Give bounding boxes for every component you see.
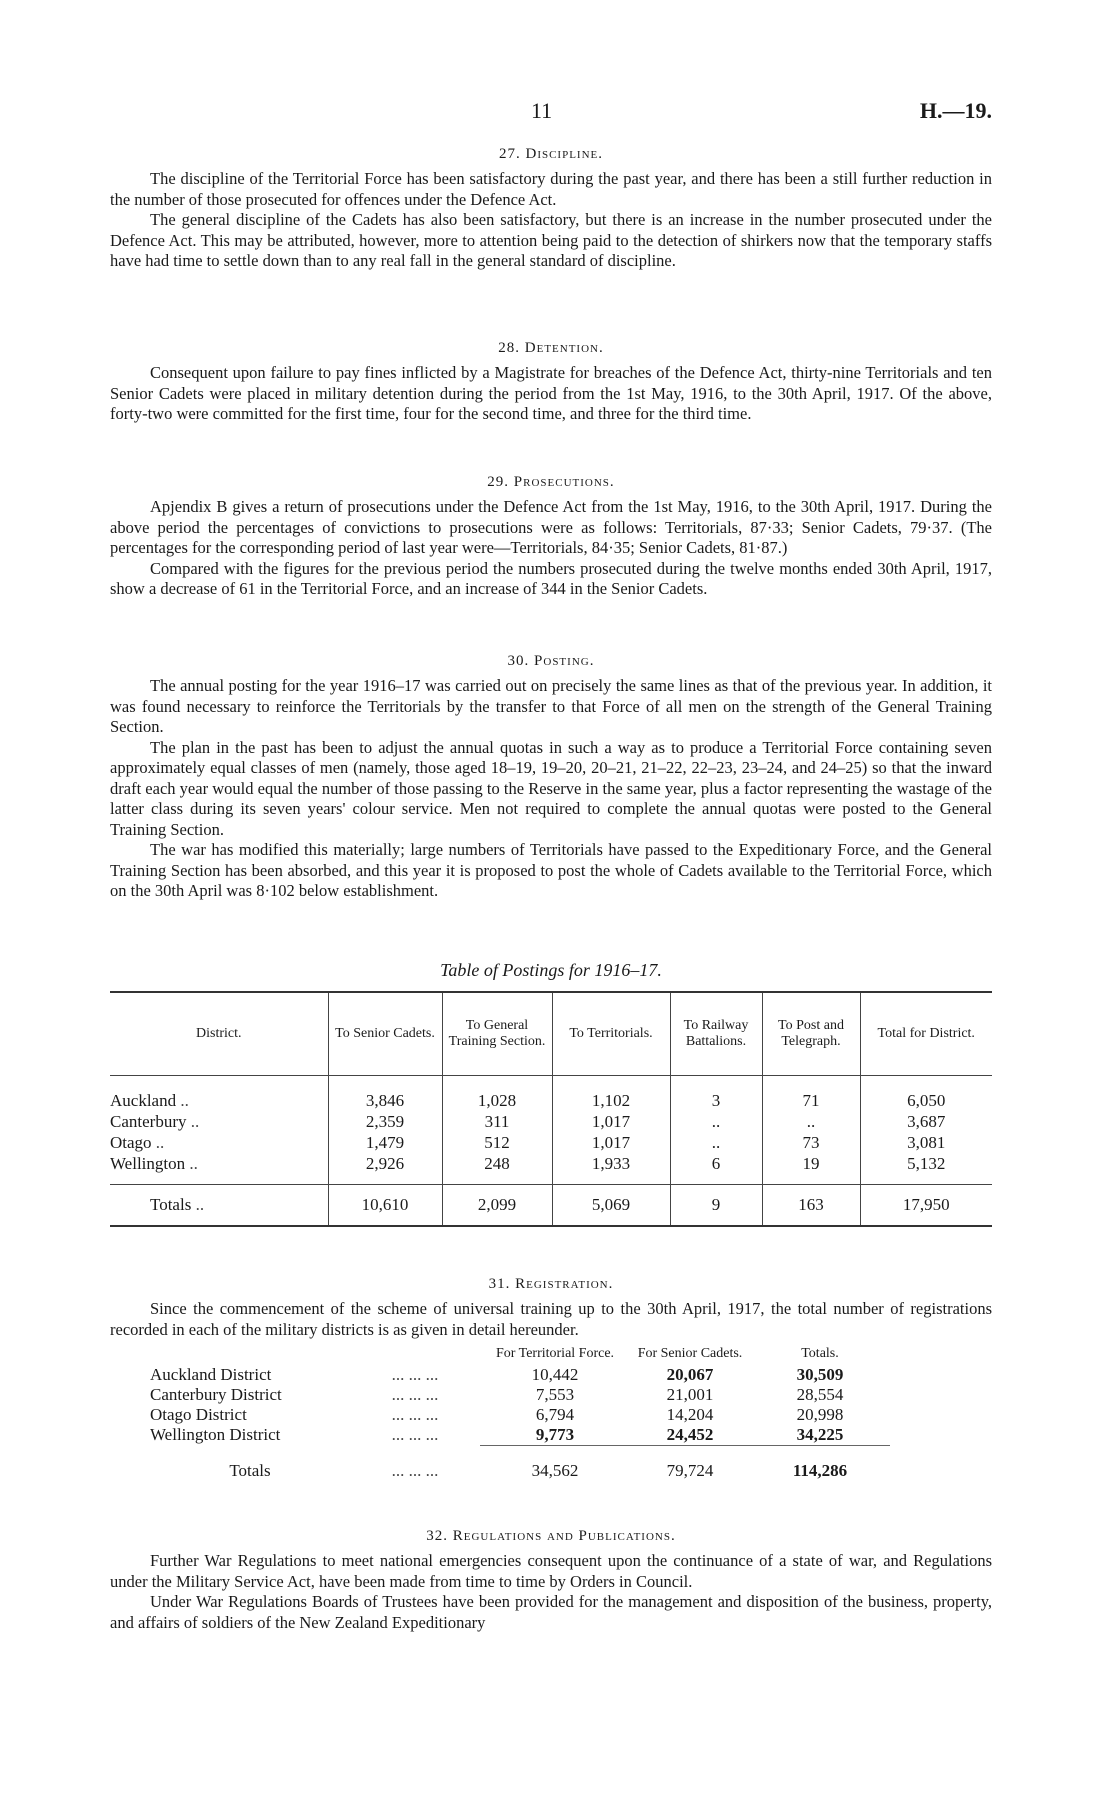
postings-table-caption: Table of Postings for 1916–17. xyxy=(440,960,662,980)
document-reference: H.—19. xyxy=(919,98,992,123)
page-number: 11 xyxy=(531,98,553,123)
table-cell: 1,933 xyxy=(552,1153,670,1185)
table-cell: 19 xyxy=(762,1153,860,1185)
dot-leader: .. xyxy=(180,1091,189,1110)
district-name: Auckland District xyxy=(150,1365,272,1384)
table-cell: 1,102 xyxy=(552,1076,670,1112)
registration-table xyxy=(110,1346,992,1482)
table-cell: 9 xyxy=(670,1185,762,1227)
section-number: 27. xyxy=(498,146,521,162)
totals-row xyxy=(110,1185,992,1227)
table-cell: 10,610 xyxy=(328,1185,442,1227)
paragraph: The discipline of the Territorial Force has been satisfactory during the past year, and there has been a still further reduction in the number of those prosecuted for offences under the Defence Act. xyxy=(110,169,992,209)
section-title: Prosecutions. xyxy=(513,474,615,490)
section-number: 30. xyxy=(507,653,530,669)
table-cell: .. xyxy=(762,1111,860,1132)
dot-leader: ... ... ... xyxy=(391,1460,439,1480)
table-row xyxy=(110,1132,992,1153)
table-cell: 3 xyxy=(670,1076,762,1112)
table-cell: 73 xyxy=(762,1132,860,1153)
table-cell: 2,926 xyxy=(328,1153,442,1185)
table-row xyxy=(110,1076,992,1112)
table-cell: 6,050 xyxy=(860,1076,992,1112)
district-name: Auckland xyxy=(110,1091,177,1110)
table-header-row xyxy=(110,992,992,1076)
table-cell: 6,794 xyxy=(535,1405,575,1424)
table-cell: 512 xyxy=(442,1132,552,1153)
district-name: Otago xyxy=(110,1133,152,1152)
column-header: To Post and Telegraph. xyxy=(762,992,860,1076)
table-cell: 3,081 xyxy=(860,1132,992,1153)
table-cell: 30,509 xyxy=(796,1365,844,1384)
table-cell: 1,017 xyxy=(552,1111,670,1132)
paragraph: Compared with the figures for the previous period the numbers prosecuted during the twelve months ended 30th April, 1917, show a decrease of 61 in the Territorial Force, and an increase of 344 in the Senior Cadets. xyxy=(110,558,992,598)
column-header: District. xyxy=(196,1026,242,1041)
paragraph: The plan in the past has been to adjust the annual quotas in such a way as to produce a Territorial Force containing seven approximately equal classes of men (namely, those aged 18–19, 19–20, 20–21, 21–22, 22–23, 23–24, and 24–25) so that the inward draft each year would equal the number of those passing to the Reserve in the same year, plus a factor representing the wastage of the latter class during its seven years' colour service. Men not required to complete the annual quotas were posted to the General Training Section. xyxy=(110,737,992,839)
column-header: Totals. xyxy=(801,1346,839,1361)
page-header xyxy=(110,98,992,128)
table-cell: 34,225 xyxy=(796,1425,844,1444)
paragraph: Apjendix B gives a return of prosecutions under the Defence Act from the 1st May, 1916, to the 30th April, 1917. During the above period the percentages of convictions to prosecutions were as follows: Territorials, 87·33; Senior Cadets, 79·37. (The percentages for the corresponding period of last year were—Territorials, 84·35; Senior Cadets, 81·87.) xyxy=(110,497,992,557)
table-cell: 9,773 xyxy=(535,1425,575,1444)
column-header: To Territorials. xyxy=(552,992,670,1076)
column-header: For Senior Cadets. xyxy=(637,1346,743,1361)
column-header: Total for District. xyxy=(860,992,992,1076)
paragraph: The annual posting for the year 1916–17 was carried out on precisely the same lines as that of the previous year. In addition, it was found necessary to reinforce the Territorials by the transfer to that Force of all men on the strength of the General Training Section. xyxy=(110,676,992,736)
table-row xyxy=(110,1365,992,1385)
section-number: 29. xyxy=(487,474,510,490)
postings-table xyxy=(110,991,992,1227)
district-name: Canterbury xyxy=(110,1112,187,1131)
district-name: Otago District xyxy=(150,1405,247,1424)
dot-leader: ... ... ... xyxy=(391,1405,439,1424)
paragraph: The general discipline of the Cadets has also been satisfactory, but there is an increase in the number prosecuted under the Defence Act. This may be attributed, however, more to attention being paid to the detection of shirkers now that the temporary staffs have had time to settle down than to any real fall in the general standard of discipline. xyxy=(110,210,992,270)
table-cell: 114,286 xyxy=(750,1446,890,1483)
table-cell: 5,069 xyxy=(552,1185,670,1227)
section-discipline xyxy=(110,146,992,272)
table-cell: 24,452 xyxy=(666,1425,714,1444)
table-cell: 3,846 xyxy=(328,1076,442,1112)
table-cell: 163 xyxy=(762,1185,860,1227)
section-heading xyxy=(110,1276,992,1293)
dot-leader: ... ... ... xyxy=(391,1385,439,1404)
paragraph: Under War Regulations Boards of Trustees have been provided for the management and disposition of the business, property, and affairs of soldiers of the New Zealand Expeditionary xyxy=(110,1592,992,1632)
table-cell: 79,724 xyxy=(630,1446,750,1483)
section-heading xyxy=(110,146,992,163)
table-cell: 20,067 xyxy=(666,1365,714,1384)
dot-leader: .. xyxy=(195,1195,205,1214)
table-cell: 6 xyxy=(670,1153,762,1185)
section-registration xyxy=(110,1276,992,1340)
paragraph: Further War Regulations to meet national emergencies consequent upon the continuance of a state of war, and Regulations under the Military Service Act, have been made from time to time by Orders in Council. xyxy=(110,1551,992,1591)
dot-leader: ... ... ... xyxy=(391,1365,439,1384)
dot-leader: .. xyxy=(155,1133,165,1152)
table-cell: 10,442 xyxy=(531,1365,579,1384)
paragraph: Consequent upon failure to pay fines inflicted by a Magistrate for breaches of the Defence Act, thirty-nine Territorials and ten Senior Cadets were placed in military detention during the period from the 1st May, 1916, to the 30th April, 1917. Of the above, forty-two were committed for the first time, four for the second time, and three for the third time. xyxy=(110,363,992,423)
section-prosecutions xyxy=(110,474,992,600)
table-header-row xyxy=(110,1346,992,1365)
section-title: Regulations and Publications. xyxy=(452,1528,676,1544)
section-number: 31. xyxy=(488,1276,511,1292)
table-row xyxy=(110,1405,992,1425)
section-title: Posting. xyxy=(534,653,595,669)
table-cell: 14,204 xyxy=(666,1405,714,1424)
totals-label: Totals xyxy=(150,1195,192,1214)
table-row xyxy=(110,1153,992,1185)
column-header: To Senior Cadets. xyxy=(328,992,442,1076)
table-cell: 1,017 xyxy=(552,1132,670,1153)
table-cell: 21,001 xyxy=(666,1385,714,1404)
table-cell: 1,479 xyxy=(328,1132,442,1153)
table-row xyxy=(110,1385,992,1405)
section-detention xyxy=(110,340,992,425)
table-cell: 3,687 xyxy=(860,1111,992,1132)
section-heading xyxy=(110,340,992,357)
section-heading xyxy=(110,653,992,670)
dot-leader: ... ... ... xyxy=(391,1425,439,1445)
table-cell: 17,950 xyxy=(860,1185,992,1227)
table-cell: 311 xyxy=(442,1111,552,1132)
table-cell: 28,554 xyxy=(796,1385,844,1404)
table-row xyxy=(110,1111,992,1132)
section-posting xyxy=(110,653,992,902)
table-cell: 2,359 xyxy=(328,1111,442,1132)
section-title: Registration. xyxy=(515,1276,614,1292)
column-header: For Territorial Force. xyxy=(495,1346,615,1361)
table-cell: 20,998 xyxy=(796,1405,844,1424)
table-cell: 71 xyxy=(762,1076,860,1112)
column-header: To General Training Section. xyxy=(442,992,552,1076)
paragraph: The war has modified this materially; large numbers of Territorials have passed to the Expeditionary Force, and the General Training Section has been absorbed, and this year it is proposed to post the whole of Cadets available to the Territorial Force, which on the 30th April was 8·102 below establishment. xyxy=(110,840,992,900)
district-name: Wellington District xyxy=(150,1425,281,1445)
section-title: Detention. xyxy=(524,340,604,356)
table-cell: 7,553 xyxy=(535,1385,575,1404)
section-title: Discipline. xyxy=(525,146,604,162)
section-heading xyxy=(110,1528,992,1545)
table-cell: .. xyxy=(670,1111,762,1132)
totals-label: Totals xyxy=(229,1460,271,1480)
section-heading xyxy=(110,474,992,491)
table-cell: 1,028 xyxy=(442,1076,552,1112)
totals-row xyxy=(110,1446,992,1483)
table-cell: 248 xyxy=(442,1153,552,1185)
paragraph: Since the commencement of the scheme of universal training up to the 30th April, 1917, the total number of registrations recorded in each of the military districts is as given in detail hereunder. xyxy=(110,1299,992,1339)
district-name: Wellington xyxy=(110,1154,186,1173)
table-cell: 2,099 xyxy=(442,1185,552,1227)
dot-leader: .. xyxy=(189,1154,198,1173)
table-cell: .. xyxy=(670,1132,762,1153)
table-cell: 34,562 xyxy=(480,1446,630,1483)
section-number: 32. xyxy=(426,1528,448,1544)
section-number: 28. xyxy=(498,340,521,356)
section-regulations xyxy=(110,1528,992,1633)
dot-leader: .. xyxy=(190,1112,200,1131)
district-name: Canterbury District xyxy=(150,1385,282,1404)
table-row xyxy=(110,1425,992,1446)
column-header: To Railway Battalions. xyxy=(670,992,762,1076)
table-cell: 5,132 xyxy=(860,1153,992,1185)
